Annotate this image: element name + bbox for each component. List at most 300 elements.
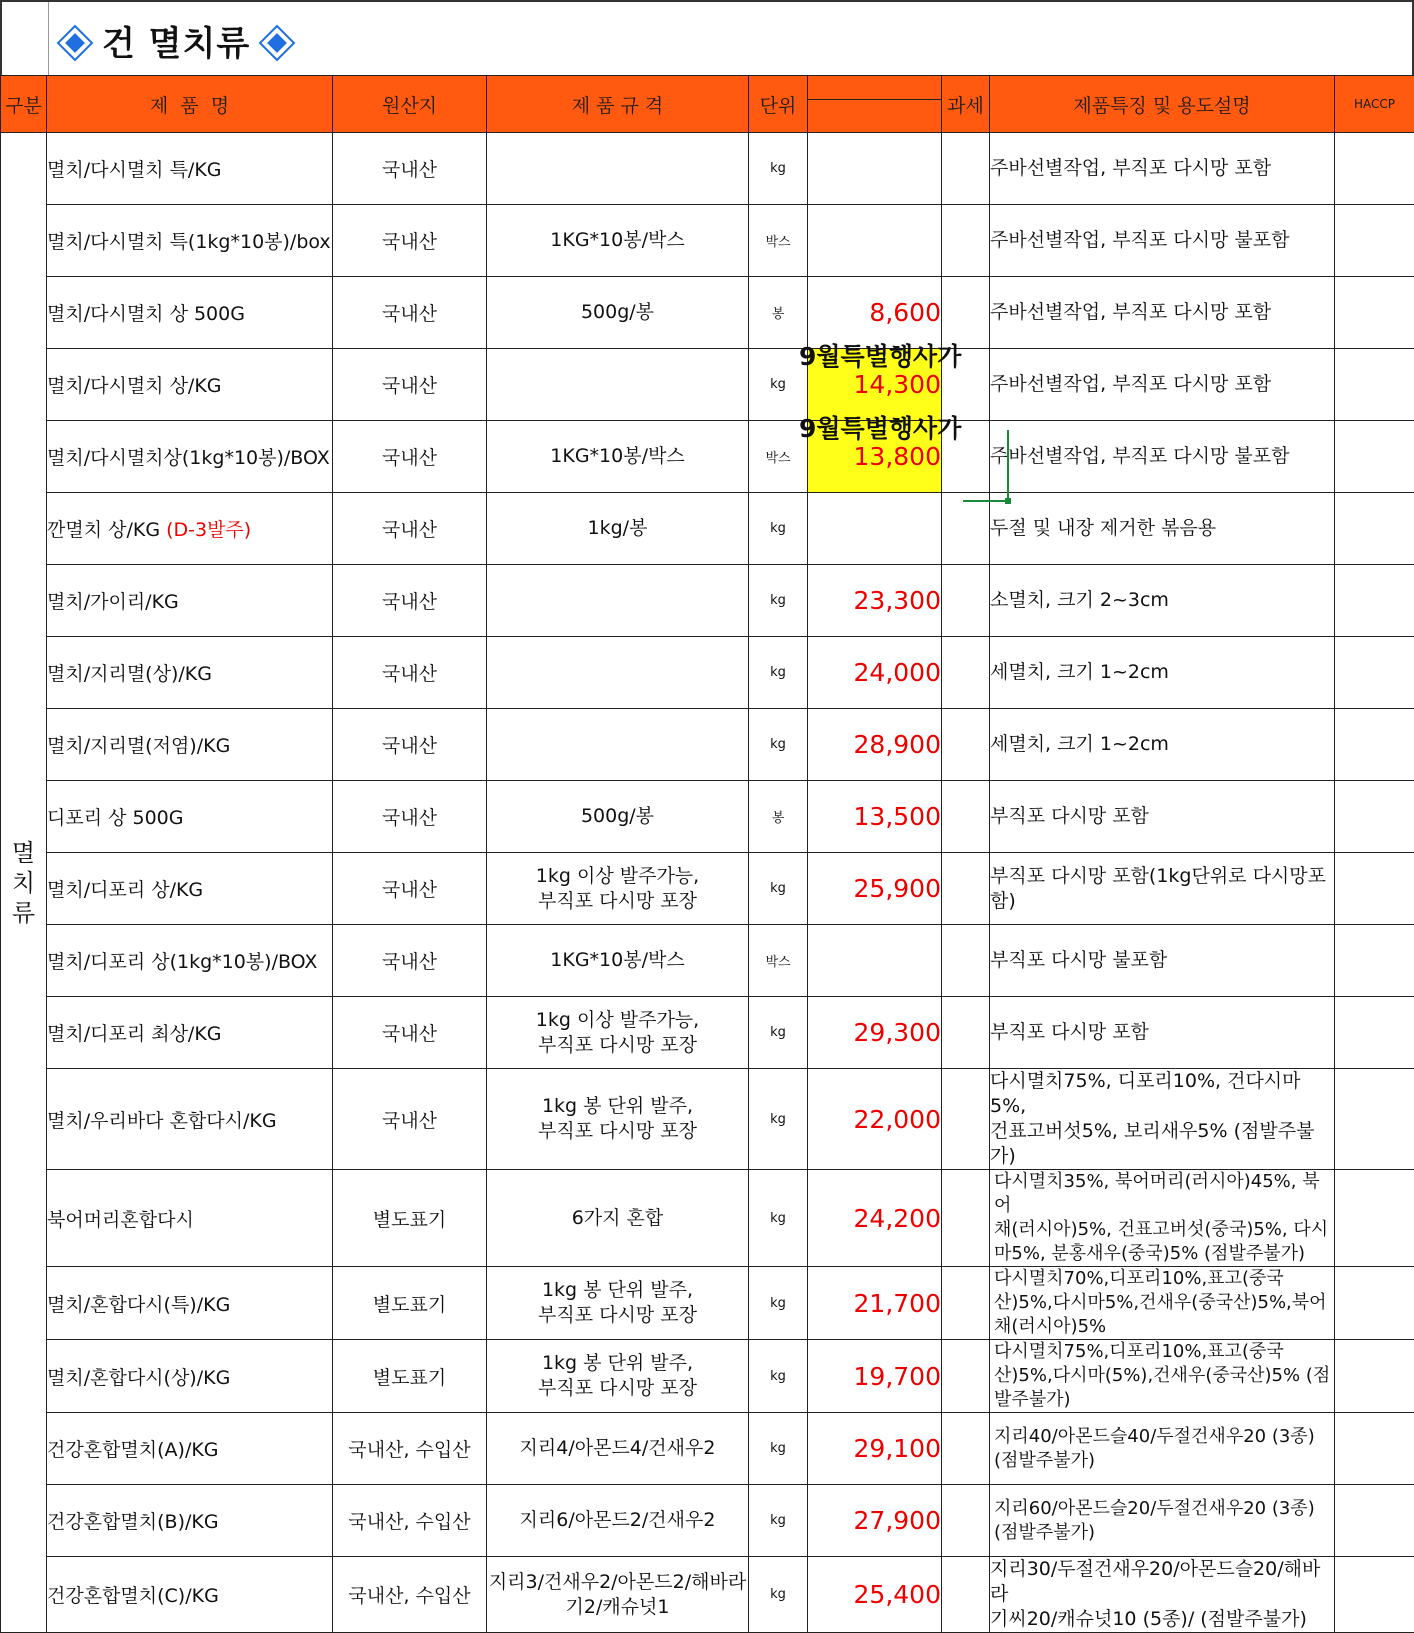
description-cell[interactable] (990, 709, 1335, 781)
spec: 6가지 혼합 (572, 1207, 664, 1229)
description-cell[interactable] (990, 1170, 1335, 1267)
price: 19,700 (854, 1362, 941, 1391)
table-row (1, 1170, 1414, 1267)
spec: 1kg 봉 단위 발주, 부직포 다시망 포장 (538, 1352, 697, 1399)
unit-cell[interactable] (749, 1069, 808, 1170)
product-name-cell[interactable] (47, 277, 333, 349)
origin-cell[interactable] (333, 637, 487, 709)
origin: 국내산 (382, 519, 437, 541)
price: 29,100 (854, 1434, 941, 1463)
tax-cell[interactable] (942, 1413, 990, 1485)
unit-cell[interactable] (749, 1413, 808, 1485)
price: 13,800 (854, 442, 941, 471)
price-cell[interactable] (808, 1340, 942, 1413)
spec: 500g/봉 (581, 301, 654, 323)
description: 지리40/아몬드슬40/두절건새우20 (3종) (점발주불가) (994, 1426, 1315, 1471)
haccp-cell[interactable] (1335, 709, 1414, 781)
haccp-cell[interactable] (1335, 1485, 1414, 1557)
haccp-cell[interactable] (1335, 1340, 1414, 1413)
origin-cell[interactable] (333, 1340, 487, 1413)
unit-cell[interactable] (749, 637, 808, 709)
product-name: 깐멸치 상/KG (47, 519, 160, 541)
header-category[interactable]: 구분 (1, 76, 47, 133)
tax-cell[interactable] (942, 997, 990, 1069)
table-row (1, 709, 1414, 781)
unit-cell[interactable] (749, 1557, 808, 1633)
tax-cell[interactable] (942, 493, 990, 565)
unit-cell[interactable] (749, 997, 808, 1069)
product-name: 멸치/다시멸치 상 500G (47, 303, 245, 325)
header-tax[interactable]: 과세 (942, 76, 990, 133)
product-name-cell[interactable] (47, 1069, 333, 1170)
unit: kg (770, 521, 786, 536)
description-cell[interactable] (990, 205, 1335, 277)
product-name: 멸치/디포리 최상/KG (47, 1023, 222, 1045)
origin: 국내산 (382, 447, 437, 469)
price-cell[interactable] (808, 925, 942, 997)
tax-cell[interactable] (942, 709, 990, 781)
spec-cell[interactable] (487, 781, 749, 853)
unit: kg (770, 1296, 786, 1311)
spec: 1KG*10봉/박스 (550, 949, 684, 971)
description: 주바선별작업, 부직포 다시망 불포함 (990, 229, 1289, 251)
origin: 국내산 (382, 159, 437, 181)
unit: kg (770, 665, 786, 680)
price-cell[interactable] (808, 709, 942, 781)
haccp-cell[interactable] (1335, 1069, 1414, 1170)
origin: 국내산 (382, 1110, 437, 1132)
product-name: 멸치/지리멸(상)/KG (47, 663, 212, 685)
description: 다시멸치75%,디포리10%,표고(중국 산)5%,다시마(5%),건새우(중국산)5% (점 발주불가) (994, 1341, 1330, 1410)
unit: 박스 (765, 955, 790, 970)
unit: 봉 (772, 811, 785, 826)
origin-cell[interactable] (333, 1557, 487, 1633)
origin-cell[interactable] (333, 1267, 487, 1340)
table-row (1, 853, 1414, 925)
origin: 국내산 (382, 879, 437, 901)
unit: 박스 (765, 451, 790, 466)
spec: 1kg 봉 단위 발주, 부직포 다시망 포장 (538, 1279, 697, 1326)
unit: kg (770, 1441, 786, 1456)
description-cell[interactable] (990, 1485, 1335, 1557)
spec: 1kg 봉 단위 발주, 부직포 다시망 포장 (538, 1095, 697, 1142)
origin: 국내산 (382, 591, 437, 613)
spec-cell[interactable] (487, 1557, 749, 1633)
origin: 국내산 (382, 735, 437, 757)
unit-cell[interactable] (749, 205, 808, 277)
price: 14,300 (854, 370, 941, 399)
unit: kg (770, 1513, 786, 1528)
haccp-cell[interactable] (1335, 349, 1414, 421)
product-name-cell[interactable] (47, 781, 333, 853)
spec-cell[interactable] (487, 133, 749, 205)
description-cell[interactable] (990, 493, 1335, 565)
title-left-cell[interactable] (2, 2, 49, 77)
product-name-cell[interactable] (47, 421, 333, 493)
unit-cell[interactable] (749, 925, 808, 997)
price-cell[interactable] (808, 493, 942, 565)
origin: 국내산, 수입산 (348, 1439, 470, 1461)
description-cell[interactable] (990, 925, 1335, 997)
description-cell[interactable] (990, 133, 1335, 205)
table-row (1, 1340, 1414, 1413)
haccp-cell[interactable] (1335, 133, 1414, 205)
table-row (1, 1557, 1414, 1633)
spec-cell[interactable] (487, 1413, 749, 1485)
price-cell[interactable] (808, 1069, 942, 1170)
unit: 봉 (772, 307, 785, 322)
tax-cell[interactable] (942, 1267, 990, 1340)
origin-cell[interactable] (333, 133, 487, 205)
description: 부직포 다시망 포함 (990, 1021, 1149, 1043)
product-name-cell[interactable] (47, 709, 333, 781)
product-name-cell[interactable] (47, 853, 333, 925)
unit: kg (770, 377, 786, 392)
table-row (1, 1267, 1414, 1340)
product-table (0, 75, 1414, 1633)
tax-cell[interactable] (942, 781, 990, 853)
description: 지리30/두절건새우20/아몬드슬20/해바라 기씨20/캐슈넛10 (5종)/ (점발주불가) (990, 1558, 1320, 1630)
price: 29,300 (854, 1018, 941, 1047)
product-name: 멸치/다시멸치 특(1kg*10봉)/box (47, 231, 331, 253)
tax-cell[interactable] (942, 637, 990, 709)
unit: kg (770, 593, 786, 608)
haccp-cell[interactable] (1335, 277, 1414, 349)
spec-cell[interactable] (487, 493, 749, 565)
spec-cell[interactable] (487, 1340, 749, 1413)
category-label: 멸 치 류 (12, 839, 35, 927)
origin: 국내산 (382, 231, 437, 253)
table-row (1, 205, 1414, 277)
price: 28,900 (854, 730, 941, 759)
spec-cell[interactable] (487, 853, 749, 925)
description: 주바선별작업, 부직포 다시망 포함 (990, 157, 1271, 179)
price: 25,400 (854, 1580, 941, 1609)
description: 소멸치, 크기 2~3cm (990, 589, 1169, 611)
description-cell[interactable] (990, 1557, 1335, 1633)
description: 주바선별작업, 부직포 다시망 포함 (990, 373, 1271, 395)
price: 23,300 (854, 586, 941, 615)
product-name-cell[interactable] (47, 1485, 333, 1557)
origin-cell[interactable] (333, 205, 487, 277)
header-unit[interactable]: 단위 (749, 76, 808, 133)
description: 다시멸치75%, 디포리10%, 건다시마5%, 건표고버섯5%, 보리새우5% (점발주불가) (990, 1070, 1314, 1167)
description-cell[interactable] (990, 853, 1335, 925)
unit-cell[interactable] (749, 1267, 808, 1340)
spec-cell[interactable] (487, 925, 749, 997)
price-cell[interactable] (808, 781, 942, 853)
origin-cell[interactable] (333, 349, 487, 421)
origin-cell[interactable] (333, 1413, 487, 1485)
promo-label[interactable]: 9월특별행사가 (799, 409, 961, 445)
price: 27,900 (854, 1506, 941, 1535)
origin-cell[interactable] (333, 709, 487, 781)
header-price[interactable] (808, 76, 942, 133)
product-name-cell[interactable] (47, 133, 333, 205)
description: 두절 및 내장 제거한 볶음용 (990, 517, 1216, 539)
origin: 국내산 (382, 663, 437, 685)
price-cell[interactable] (808, 997, 942, 1069)
price-cell[interactable] (808, 1485, 942, 1557)
price-cell[interactable] (808, 853, 942, 925)
product-name: 디포리 상 500G (47, 807, 183, 829)
description-cell[interactable] (990, 1267, 1335, 1340)
price: 13,500 (854, 802, 941, 831)
description: 세멸치, 크기 1~2cm (990, 733, 1169, 755)
spec: 1KG*10봉/박스 (550, 445, 684, 467)
description-cell[interactable] (990, 1069, 1335, 1170)
origin-cell[interactable] (333, 421, 487, 493)
product-name: 멸치/혼합다시(상)/KG (47, 1367, 230, 1389)
origin-cell[interactable] (333, 1069, 487, 1170)
description: 주바선별작업, 부직포 다시망 포함 (990, 301, 1271, 323)
description-cell[interactable] (990, 997, 1335, 1069)
spec: 지리6/아몬드2/건새우2 (520, 1509, 716, 1531)
tax-cell[interactable] (942, 853, 990, 925)
origin-cell[interactable] (333, 565, 487, 637)
header-desc[interactable]: 제품특징 및 용도설명 (990, 76, 1335, 133)
origin: 국내산, 수입산 (348, 1585, 470, 1607)
product-name-cell[interactable] (47, 493, 333, 565)
origin: 국내산 (382, 807, 437, 829)
promo-label[interactable]: 9월특별행사가 (799, 337, 961, 373)
spec: 지리4/아몬드4/건새우2 (520, 1437, 716, 1459)
origin-cell[interactable] (333, 493, 487, 565)
price-cell[interactable] (808, 1413, 942, 1485)
header-spec[interactable]: 제 품 규 격 (487, 76, 749, 133)
spec-cell[interactable] (487, 1170, 749, 1267)
header-origin[interactable]: 원산지 (333, 76, 487, 133)
price: 24,000 (854, 658, 941, 687)
origin: 국내산 (382, 1023, 437, 1045)
table-row (1, 925, 1414, 997)
spec-cell[interactable] (487, 709, 749, 781)
spec-cell[interactable] (487, 349, 749, 421)
unit-cell[interactable] (749, 565, 808, 637)
origin-cell[interactable] (333, 1485, 487, 1557)
origin: 국내산 (382, 951, 437, 973)
product-name-cell[interactable] (47, 1557, 333, 1633)
description: 세멸치, 크기 1~2cm (990, 661, 1169, 683)
cell-selection[interactable] (963, 430, 1009, 502)
description-cell[interactable] (990, 277, 1335, 349)
unit: 박스 (765, 235, 790, 250)
origin: 국내산 (382, 303, 437, 325)
product-name: 멸치/디포리 상/KG (47, 879, 203, 901)
table-row (1, 133, 1414, 205)
product-name-cell[interactable] (47, 997, 333, 1069)
product-name-cell[interactable] (47, 1340, 333, 1413)
haccp-cell[interactable] (1335, 565, 1414, 637)
product-name: 멸치/우리바다 혼합다시/KG (47, 1110, 277, 1132)
title-bar (0, 0, 1414, 77)
spec: 지리3/건새우2/아몬드2/해바라 기2/캐슈넛1 (489, 1571, 746, 1618)
tax-cell[interactable] (942, 1069, 990, 1170)
description: 다시멸치70%,디포리10%,표고(중국 산)5%,다시마5%,건새우(중국산)5%,북어 채(러시아)5% (994, 1268, 1327, 1337)
price-cell[interactable] (808, 637, 942, 709)
spec-cell[interactable] (487, 637, 749, 709)
header-row (1, 76, 1414, 133)
category-cell[interactable] (1, 133, 47, 1633)
description: 지리60/아몬드슬20/두절건새우20 (3종) (점발주불가) (994, 1498, 1315, 1543)
unit: kg (770, 161, 786, 176)
spec-cell[interactable] (487, 1267, 749, 1340)
tax-cell[interactable] (942, 133, 990, 205)
origin-cell[interactable] (333, 781, 487, 853)
product-name-cell[interactable] (47, 637, 333, 709)
product-name-cell[interactable] (47, 205, 333, 277)
description: 다시멸치35%, 북어머리(러시아)45%, 북어 채(러시아)5%, 건표고버섯(중국)5%, 다시 마5%, 분홍새우(중국)5% (점발주불가) (994, 1171, 1328, 1264)
page-title[interactable] (52, 16, 304, 65)
header-name[interactable]: 제 품 명 (47, 76, 333, 133)
table-row (1, 637, 1414, 709)
description-cell[interactable] (990, 781, 1335, 853)
origin-cell[interactable] (333, 925, 487, 997)
description: 부직포 다시망 불포함 (990, 949, 1167, 971)
unit-cell[interactable] (749, 1170, 808, 1267)
tax-cell[interactable] (942, 925, 990, 997)
haccp-cell[interactable] (1335, 997, 1414, 1069)
description-cell[interactable] (990, 565, 1335, 637)
origin: 국내산 (382, 375, 437, 397)
spec: 1kg 이상 발주가능, 부직포 다시망 포장 (536, 1009, 699, 1056)
price: 25,900 (854, 874, 941, 903)
table-row (1, 1413, 1414, 1485)
table-row (1, 997, 1414, 1069)
haccp-cell[interactable] (1335, 781, 1414, 853)
price-cell[interactable] (808, 205, 942, 277)
haccp-cell[interactable] (1335, 1413, 1414, 1485)
haccp-cell[interactable] (1335, 1557, 1414, 1633)
description-cell[interactable] (990, 349, 1335, 421)
spec: 1kg/봉 (588, 517, 648, 539)
unit: kg (770, 1369, 786, 1384)
product-name-cell[interactable] (47, 1267, 333, 1340)
product-name: 멸치/다시멸치 특/KG (47, 159, 222, 181)
spec-cell[interactable] (487, 1069, 749, 1170)
price-cell[interactable] (808, 1170, 942, 1267)
tax-cell[interactable] (942, 205, 990, 277)
tax-cell[interactable] (942, 565, 990, 637)
spec-cell[interactable] (487, 997, 749, 1069)
diamond-icon (57, 24, 94, 61)
price: 24,200 (854, 1204, 941, 1233)
origin: 별도표기 (373, 1294, 446, 1316)
haccp-cell[interactable] (1335, 493, 1414, 565)
product-name: 멸치/가이리/KG (47, 591, 179, 613)
unit: kg (770, 737, 786, 752)
unit: kg (770, 881, 786, 896)
spec-cell[interactable] (487, 565, 749, 637)
table-row (1, 349, 1414, 421)
header-haccp[interactable]: HACCP (1335, 76, 1414, 133)
haccp-cell[interactable] (1335, 853, 1414, 925)
table-row (1, 1485, 1414, 1557)
table-row (1, 565, 1414, 637)
table-row (1, 421, 1414, 493)
origin-cell[interactable] (333, 277, 487, 349)
price-cell[interactable] (808, 133, 942, 205)
table-row (1, 781, 1414, 853)
unit-cell[interactable] (749, 1340, 808, 1413)
diamond-icon (259, 24, 296, 61)
unit-cell[interactable] (749, 853, 808, 925)
haccp-cell[interactable] (1335, 205, 1414, 277)
haccp-cell[interactable] (1335, 1170, 1414, 1267)
table-row (1, 1069, 1414, 1170)
description-cell[interactable] (990, 637, 1335, 709)
origin-cell[interactable] (333, 853, 487, 925)
spec-cell[interactable] (487, 205, 749, 277)
product-name-note: (D-3발주) (166, 519, 251, 541)
origin-cell[interactable] (333, 997, 487, 1069)
tax-cell[interactable] (942, 1485, 990, 1557)
origin-cell[interactable] (333, 1170, 487, 1267)
unit-cell[interactable] (749, 493, 808, 565)
table-row (1, 277, 1414, 349)
tax-cell[interactable] (942, 1340, 990, 1413)
price: 22,000 (854, 1105, 941, 1134)
spec-cell[interactable] (487, 421, 749, 493)
spec-cell[interactable] (487, 1485, 749, 1557)
origin: 국내산, 수입산 (348, 1511, 470, 1533)
description-cell[interactable] (990, 1340, 1335, 1413)
price: 8,600 (869, 298, 941, 327)
product-name: 멸치/다시멸치 상/KG (47, 375, 222, 397)
price-cell[interactable] (808, 565, 942, 637)
product-name: 멸치/디포리 상(1kg*10봉)/BOX (47, 951, 317, 973)
product-name: 멸치/혼합다시(특)/KG (47, 1294, 230, 1316)
spec: 1KG*10봉/박스 (550, 229, 684, 251)
table-row (1, 493, 1414, 565)
price-cell[interactable] (808, 1267, 942, 1340)
haccp-cell[interactable] (1335, 1267, 1414, 1340)
product-name-cell[interactable] (47, 1170, 333, 1267)
description-cell[interactable] (990, 1413, 1335, 1485)
unit-cell[interactable] (749, 709, 808, 781)
product-name: 북어머리혼합다시 (47, 1209, 194, 1231)
product-name-cell[interactable] (47, 925, 333, 997)
description-cell[interactable] (990, 421, 1335, 493)
haccp-cell[interactable] (1335, 637, 1414, 709)
haccp-cell[interactable] (1335, 925, 1414, 997)
unit-cell[interactable] (749, 1485, 808, 1557)
tax-cell[interactable] (942, 1557, 990, 1633)
unit: kg (770, 1587, 786, 1602)
unit: kg (770, 1025, 786, 1040)
spec: 500g/봉 (581, 805, 654, 827)
unit-cell[interactable] (749, 133, 808, 205)
product-name-cell[interactable] (47, 349, 333, 421)
origin: 별도표기 (373, 1209, 446, 1231)
unit: kg (770, 1112, 786, 1127)
product-name-cell[interactable] (47, 1413, 333, 1485)
haccp-cell[interactable] (1335, 421, 1414, 493)
product-name: 건강혼합멸치(C)/KG (47, 1585, 219, 1607)
spec-cell[interactable] (487, 277, 749, 349)
product-name: 건강혼합멸치(A)/KG (47, 1439, 219, 1461)
description: 주바선별작업, 부직포 다시망 불포함 (990, 445, 1289, 467)
price-cell[interactable] (808, 1557, 942, 1633)
tax-cell[interactable] (942, 1170, 990, 1267)
unit-cell[interactable] (749, 781, 808, 853)
price: 21,700 (854, 1289, 941, 1318)
description: 부직포 다시망 포함(1kg단위로 다시망포 함) (990, 865, 1326, 912)
description: 부직포 다시망 포함 (990, 805, 1149, 827)
product-name: 멸치/다시멸치상(1kg*10봉)/BOX (47, 447, 330, 469)
unit: kg (770, 1211, 786, 1226)
product-name-cell[interactable] (47, 565, 333, 637)
